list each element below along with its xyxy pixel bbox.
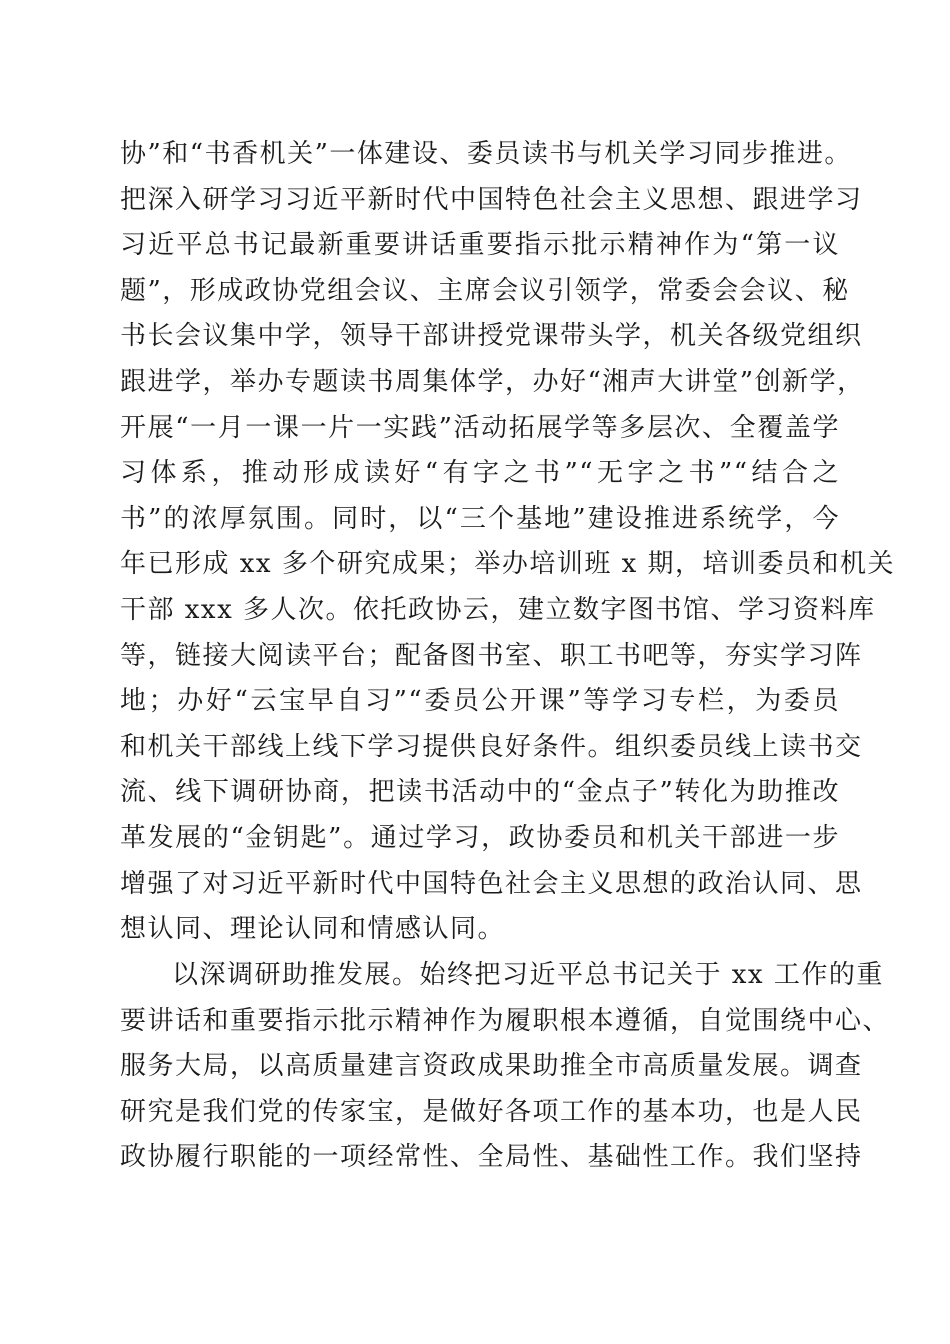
text-line: 书长会议集中学，领导干部讲授党课带头学，机关各级党组织: [120, 321, 863, 352]
text-line: 协”和“书香机关”一体建设、委员读书与机关学习同步推进。: [120, 139, 852, 169]
text-line: 以深调研助推发展。始终把习近平总书记关于 xx 工作的重: [172, 960, 884, 990]
text-line: 书”的浓厚氛围。同时，以“三个基地”建设推进系统学，今: [120, 503, 840, 534]
text-line: 和机关干部线上线下学习提供良好条件。组织委员线上读书交: [120, 731, 863, 762]
text-line: 等，链接大阅读平台；配备图书室、职工书吧等，夯实学习阵: [120, 640, 863, 671]
text-line: 干部 xxx 多人次。依托政协云，建立数字图书馆、学习资料库: [120, 594, 876, 625]
text-line: 政协履行职能的一项经常性、全局性、基础性工作。我们坚持: [120, 1142, 863, 1173]
text-line: 服务大局，以高质量建言资政成果助推全市高质量发展。调查: [120, 1051, 863, 1082]
text-line: 习近平总书记最新重要讲话重要指示批示精神作为“第一议: [120, 230, 840, 261]
text-line: 流、线下调研协商，把读书活动中的“金点子”转化为助推改: [120, 777, 840, 808]
text-line: 要讲话和重要指示批示精神作为履职根本遵循，自觉围绕中心、: [120, 1005, 891, 1036]
text-line: 跟进学，举办专题读书周集体学，办好“湘声大讲堂”创新学，: [120, 366, 865, 397]
paragraph-continued: [120, 132, 896, 953]
text-line: 革发展的“金钥匙”。通过学习，政协委员和机关干部进一步: [120, 822, 840, 853]
text-line: 研究是我们党的传家宝，是做好各项工作的基本功，也是人民: [120, 1096, 863, 1127]
text-line: 开展“一月一课一片一实践”活动拓展学等多层次、全覆盖学: [120, 412, 840, 443]
text-line: 把深入研学习习近平新时代中国特色社会主义思想、跟进学习: [120, 184, 863, 215]
text-line: 年已形成 xx 多个研究成果；举办培训班 x 期，培训委员和机关: [120, 549, 896, 580]
text-line: 题”，形成政协党组会议、主席会议引领学，常委会会议、秘: [120, 275, 850, 306]
paragraph-deep-research: [120, 953, 891, 1181]
text-line: 想认同、理论认同和情感认同。: [120, 914, 506, 945]
text-line: 地；办好“云宝早自习”“委员公开课”等学习专栏，为委员: [120, 686, 840, 717]
text-line: 增强了对习近平新时代中国特色社会主义思想的政治认同、思: [120, 868, 863, 899]
text-line: 习体系，推动形成读好“有字之书”“无字之书”“结合之: [120, 458, 840, 489]
